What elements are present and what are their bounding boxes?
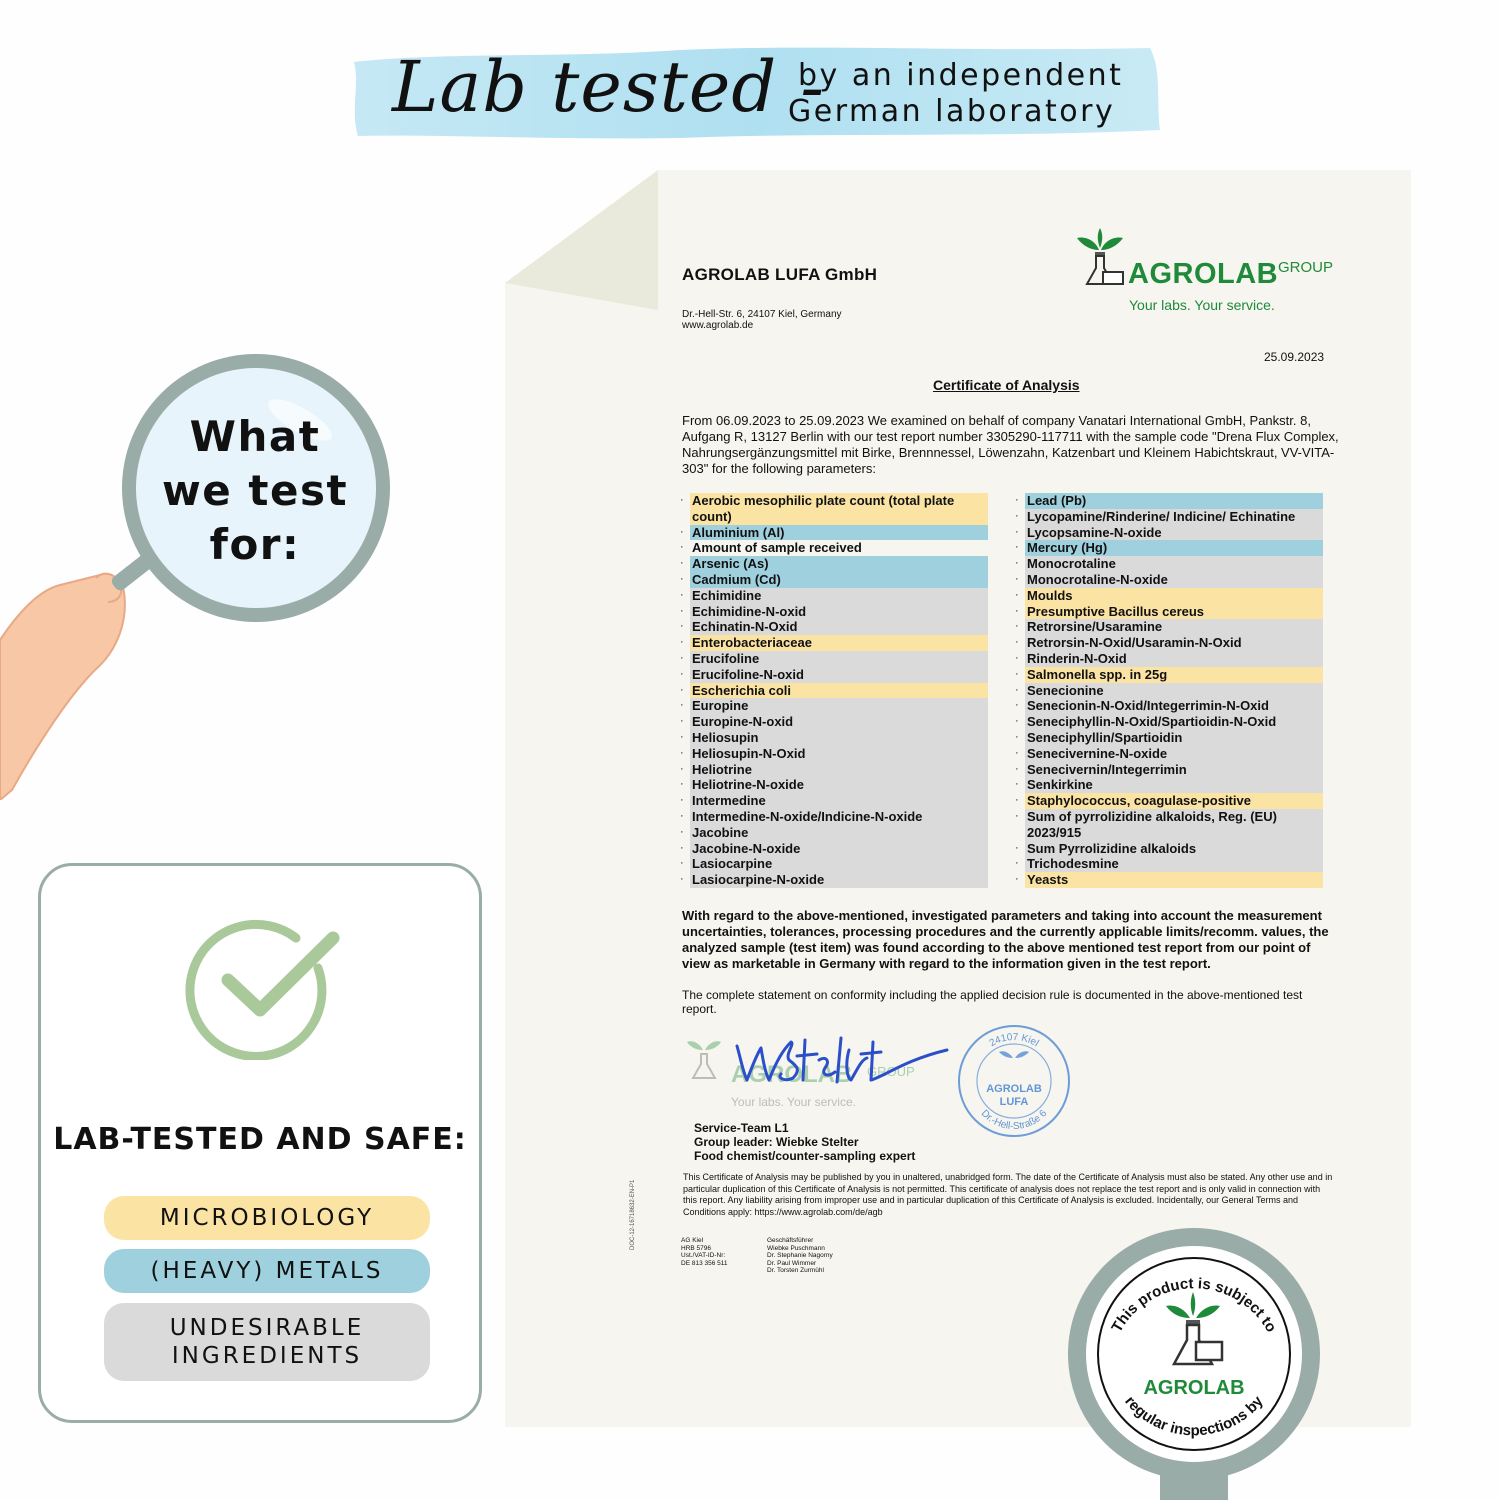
bullet-icon: · — [1015, 730, 1019, 743]
company-address: Dr.-Hell-Str. 6, 24107 Kiel, Germany — [682, 309, 842, 320]
signatory-role: Food chemist/counter-sampling expert — [694, 1149, 916, 1163]
pill-undesirable-line2: INGREDIENTS — [171, 1343, 363, 1369]
headline-script: Lab tested - — [392, 46, 826, 128]
parameter-label: Arsenic (As) — [690, 556, 988, 572]
bullet-icon: · — [1015, 557, 1019, 570]
magnifier-caption — [150, 410, 360, 572]
parameter-label: Senecionine — [1025, 683, 1323, 699]
check-circle-icon — [178, 910, 348, 1060]
bullet-icon: · — [1015, 778, 1019, 791]
parameter-label: Lycopamine/Rinderine/ Indicine/ Echinatine — [1025, 509, 1323, 525]
disclaimer-text: This Certificate of Analysis may be published by you in unaltered, unabridged form. The date of the Certificate of Analysis must also be stated. Any other use and in particular duplication of this Certificate of Analysis is not permitted. This certificate of analysis does not replace the test report and is only valid in connection with this report. Any liability arising from improper use and in particular duplication of this Certificate of Analysis is excluded. Incidentally, our General Terms and Conditions apply: https://www.agrolab.com/de/agb — [683, 1172, 1333, 1217]
certificate-date: 25.09.2023 — [1264, 350, 1325, 364]
bullet-icon: · — [680, 557, 684, 570]
signatory-team: Service-Team L1 — [694, 1121, 789, 1135]
bullet-icon: · — [680, 825, 684, 838]
svg-text:This product is subject to: This product is subject to — [1108, 1275, 1280, 1336]
svg-text:Dr.-Hell-Straße 6: Dr.-Hell-Straße 6 — [978, 1108, 1050, 1133]
parameter-label: Cadmium (Cd) — [690, 572, 988, 588]
bullet-icon: · — [1015, 746, 1019, 759]
bullet-icon: · — [680, 651, 684, 664]
bullet-icon: · — [1015, 651, 1019, 664]
parameter-label: Mercury (Hg) — [1025, 540, 1323, 556]
bullet-icon: · — [680, 494, 684, 506]
bullet-icon: · — [680, 794, 684, 807]
agrolab-logo-tagline: Your labs. Your service. — [1129, 297, 1275, 313]
bullet-icon: · — [1015, 857, 1019, 870]
bullet-icon: · — [680, 683, 684, 696]
parameter-label: Seneciphyllin/Spartioidin — [1025, 730, 1323, 746]
bullet-icon: · — [1015, 809, 1019, 822]
hand-icon — [0, 574, 125, 800]
bullet-icon: · — [1015, 525, 1019, 538]
parameter-label: Moulds — [1025, 588, 1323, 604]
parameter-label: Erucifoline-N-oxid — [690, 667, 988, 683]
parameter-label: Aluminium (Al) — [690, 525, 988, 541]
bullet-icon: · — [680, 809, 684, 822]
bullet-icon: · — [1015, 794, 1019, 807]
magnifier-line1: What — [189, 412, 321, 461]
certificate-title: Certificate of Analysis — [933, 377, 1080, 393]
company-name: AGROLAB LUFA GmbH — [682, 265, 878, 284]
certificate-intro: From 06.09.2023 to 25.09.2023 We examined on behalf of company Vanatari International GmbH, Pankstr. 8, Aufgang R, 13127 Berlin with our test report number 3305290-117711 with the sample code "Drena Flux Complex, Nahrungsergänzungsmittel mit Birke, Brennnessel, Löwenzahn, Katzenbart und Kleinem Habichtskraut, VV-VITA-303" for the following parameters: — [682, 413, 1339, 476]
parameter-label: Monocrotaline — [1025, 556, 1323, 572]
headline-subtitle-line1: by an independent — [798, 58, 1124, 93]
bullet-icon: · — [680, 730, 684, 743]
parameter-label: Enterobacteriaceae — [690, 635, 988, 651]
magnifier-line3: for: — [209, 520, 301, 569]
parameter-label: Monocrotaline-N-oxide — [1025, 572, 1323, 588]
parameter-label: Staphylococcus, coagulase-positive — [1025, 793, 1323, 809]
parameter-label: Retrorsin-N-Oxid/Usaramin-N-Oxid — [1025, 635, 1323, 651]
bullet-icon: · — [680, 572, 684, 585]
svg-text:regular inspections by: regular inspections by — [1121, 1392, 1267, 1440]
parameter-label: Senkirkine — [1025, 777, 1323, 793]
parameter-label: Lasiocarpine-N-oxide — [690, 872, 988, 888]
bullet-icon: · — [1015, 541, 1019, 554]
agrolab-logo-icon — [1075, 228, 1127, 290]
parameter-label: Yeasts — [1025, 872, 1323, 888]
parameter-label: Heliotrine — [690, 762, 988, 778]
parameter-label: Lasiocarpine — [690, 856, 988, 872]
parameter-label: Europine — [690, 698, 988, 714]
headline-subtitle — [788, 58, 1123, 130]
bullet-icon: · — [1015, 683, 1019, 696]
svg-text:AGROLAB: AGROLAB — [731, 1061, 853, 1088]
svg-text:Your labs. Your service.: Your labs. Your service. — [731, 1095, 856, 1109]
agrolab-logo-name: AGROLAB — [1128, 258, 1279, 290]
bullet-icon: · — [680, 762, 684, 775]
magnifier-line2: we test — [161, 466, 349, 515]
parameter-label: Intermedine — [690, 793, 988, 809]
page-fold-corner — [505, 170, 658, 310]
parameter-label: Europine-N-oxid — [690, 714, 988, 730]
bullet-icon: · — [1015, 620, 1019, 633]
parameter-label: Sum of pyrrolizidine alkaloids, Reg. (EU) 2023/915 — [1025, 809, 1323, 841]
header-banner — [350, 40, 1162, 142]
inspection-badge — [1060, 1228, 1330, 1500]
parameter-label: Escherichia coli — [690, 683, 988, 699]
pill-undesirable-ingredients — [104, 1303, 430, 1381]
parameter-label: Rinderin-N-Oxid — [1025, 651, 1323, 667]
bullet-icon: · — [680, 620, 684, 633]
card-title: LAB-TESTED AND SAFE: — [53, 1122, 467, 1157]
bullet-icon: · — [680, 857, 684, 870]
svg-text:LUFA: LUFA — [999, 1096, 1029, 1108]
parameter-label: Seneciphyllin-N-Oxid/Spartioidin-N-Oxid — [1025, 714, 1323, 730]
svg-text:24107 Kiel: 24107 Kiel — [987, 1031, 1041, 1050]
bullet-icon: · — [1015, 572, 1019, 585]
parameter-label: Sum Pyrrolizidine alkaloids — [1025, 841, 1323, 857]
bullet-icon: · — [680, 541, 684, 554]
bullet-icon: · — [1015, 509, 1019, 522]
parameter-label: Senecivernine-N-oxide — [1025, 746, 1323, 762]
bullet-icon: · — [1015, 636, 1019, 649]
pill-undesirable-line1: UNDESIRABLE — [169, 1315, 365, 1341]
parameter-label: Echimidine-N-oxid — [690, 604, 988, 620]
parameter-label: Senecionin-N-Oxid/Integerrimin-N-Oxid — [1025, 698, 1323, 714]
pill-microbiology: MICROBIOLOGY — [104, 1196, 430, 1240]
conformity-statement: The complete statement on conformity including the applied decision rule is documented in the above-mentioned test report. — [682, 988, 1303, 1016]
parameter-label: Trichodesmine — [1025, 856, 1323, 872]
lab-seal-stamp — [955, 1022, 1073, 1140]
bullet-icon: · — [1015, 715, 1019, 728]
parameter-label: Senecivernin/Integerrimin — [1025, 762, 1323, 778]
bullet-icon: · — [1015, 667, 1019, 680]
parameter-label: Lead (Pb) — [1025, 493, 1323, 509]
parameter-label: Retrorsine/Usaramine — [1025, 619, 1323, 635]
parameter-label: Aerobic mesophilic plate count (total plate count) — [690, 493, 988, 525]
document-id: DOC-12-16718632-EN-P1 — [630, 1179, 636, 1250]
svg-text:GROUP: GROUP — [867, 1064, 915, 1079]
parameter-label: Jacobine-N-oxide — [690, 841, 988, 857]
bullet-icon: · — [1015, 762, 1019, 775]
company-website: www.agrolab.de — [682, 320, 754, 331]
headline-subtitle-line2: German laboratory — [788, 94, 1116, 129]
bullet-icon: · — [680, 667, 684, 680]
parameter-label: Jacobine — [690, 825, 988, 841]
parameter-label: Echinatin-N-Oxid — [690, 619, 988, 635]
bullet-icon: · — [680, 636, 684, 649]
certificate-conclusion: With regard to the above-mentioned, investigated parameters and taking into account the measurement uncertainties, tolerances, processing procedures and the currently applicable limits/recomm. values, the analyzed sample (test item) was found according to the above mentioned test report from our point of view as marketable in Germany with regard to the information given in the test report. — [682, 908, 1329, 971]
parameter-label: Heliosupin-N-Oxid — [690, 746, 988, 762]
bullet-icon: · — [680, 525, 684, 538]
footer-directors: Geschäftsführer Wiebke Puschmann Dr. Stephanie Nagorny Dr. Paul Wimmer Dr. Torsten Zurmühl — [767, 1237, 833, 1274]
bullet-icon: · — [680, 588, 684, 601]
bullet-icon: · — [680, 746, 684, 759]
parameter-label: Heliosupin — [690, 730, 988, 746]
parameter-label: Amount of sample received — [692, 540, 862, 556]
footer-registry: AG Kiel HRB 5796 Ust./VAT-ID-Nr: DE 813 356 511 — [681, 1237, 728, 1267]
bullet-icon: · — [1015, 699, 1019, 712]
bullet-icon: · — [1015, 494, 1019, 506]
bullet-icon: · — [1015, 873, 1019, 886]
pill-heavy-metals: (HEAVY) METALS — [104, 1249, 430, 1293]
svg-text:AGROLAB: AGROLAB — [986, 1083, 1042, 1095]
bullet-icon: · — [1015, 604, 1019, 617]
bullet-icon: · — [680, 699, 684, 712]
bullet-icon: · — [680, 715, 684, 728]
bullet-icon: · — [680, 778, 684, 791]
bullet-icon: · — [680, 604, 684, 617]
svg-text:AGROLAB: AGROLAB — [1143, 1377, 1245, 1399]
parameter-label: Erucifoline — [690, 651, 988, 667]
parameter-label: Presumptive Bacillus cereus — [1025, 604, 1323, 620]
parameter-label: Lycopsamine-N-oxide — [1025, 525, 1323, 541]
bullet-icon: · — [1015, 841, 1019, 854]
bullet-icon: · — [680, 873, 684, 886]
bullet-icon: · — [1015, 588, 1019, 601]
agrolab-logo-group: GROUP — [1278, 259, 1334, 276]
parameter-label: Heliotrine-N-oxide — [690, 777, 988, 793]
parameter-label: Salmonella spp. in 25g — [1025, 667, 1323, 683]
parameter-label: Intermedine-N-oxide/Indicine-N-oxide — [690, 809, 988, 825]
bullet-icon: · — [680, 841, 684, 854]
signatory-leader: Group leader: Wiebke Stelter — [694, 1135, 859, 1149]
parameter-label: Echimidine — [690, 588, 988, 604]
